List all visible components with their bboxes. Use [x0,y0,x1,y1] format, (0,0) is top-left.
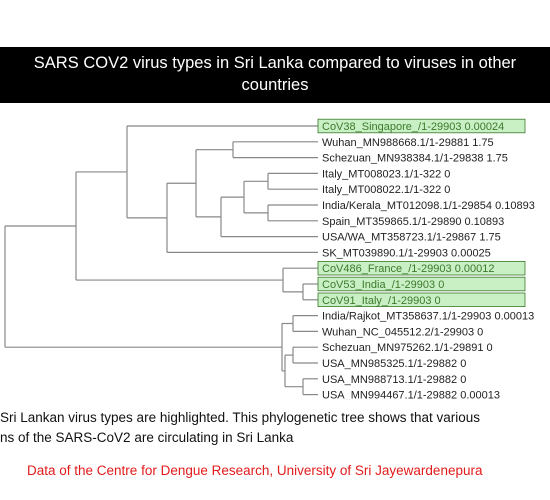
leaf-label: Spain_MT359865.1/1-29890 0.10893 [322,215,505,228]
leaf-label: Wuhan_NC_045512.2/1-29903 0 [322,326,484,339]
phylogenetic-tree [0,110,550,400]
title-line-2: countries [241,76,309,94]
leaf-label: USA_MN985325.1/1-29882 0 [322,358,467,370]
tree-branches [5,126,318,395]
leaf-label: Italy_MT008022.1/1-322 0 [322,184,451,197]
leaf-label: Italy_MT008023.1/1-322 0 [322,168,451,181]
leaf-label: Wuhan_MN988668.1/1-29881 1.75 [322,136,494,149]
leaf-label: CoV53_India_/1-29903 0 [322,279,445,291]
leaf-label: India/Kerala_MT012098.1/1-29854 0.10893 [322,200,535,212]
leaf-label: Schezuan_MN938384.1/1-29838 1.75 [322,152,508,165]
tree-leaves [318,119,535,400]
leaf-label: USA_MN994467.1/1-29882 0.00013 [322,389,500,400]
page-title [0,52,550,96]
title-banner [0,47,550,103]
leaf-label: India/Rajkot_MT358637.1/1-29903 0.00013 [322,310,535,323]
leaf-label: USA/WA_MT358723.1/1-29867 1.75 [322,231,501,244]
leaf-label: Schezuan_MN975262.1/1-29891 0 [322,342,493,355]
leaf-label: CoV91_Italy_/1-29903 0 [322,294,441,307]
leaf-label: CoV486_France_/1-29903 0.00012 [322,263,495,276]
source-credit: Data of the Centre for Dengue Research, University of Sri Jayewardenepura [27,463,483,478]
title-line-1: SARS COV2 virus types in Sri Lanka compared to viruses in other [33,54,517,72]
leaf-label: SK_MT039890.1/1-29903 0.00025 [322,247,491,260]
caption [0,408,550,448]
caption-line-2: ns of the SARS-CoV2 are circulating in Sri Lanka [0,430,294,445]
leaf-label: CoV38_Singapore_/1-29903 0.00024 [322,121,505,133]
caption-line-1: Sri Lankan virus types are highlighted. This phylogenetic tree shows that various [0,410,481,425]
leaf-label: USA_MN988713.1/1-29882 0 [322,373,467,386]
